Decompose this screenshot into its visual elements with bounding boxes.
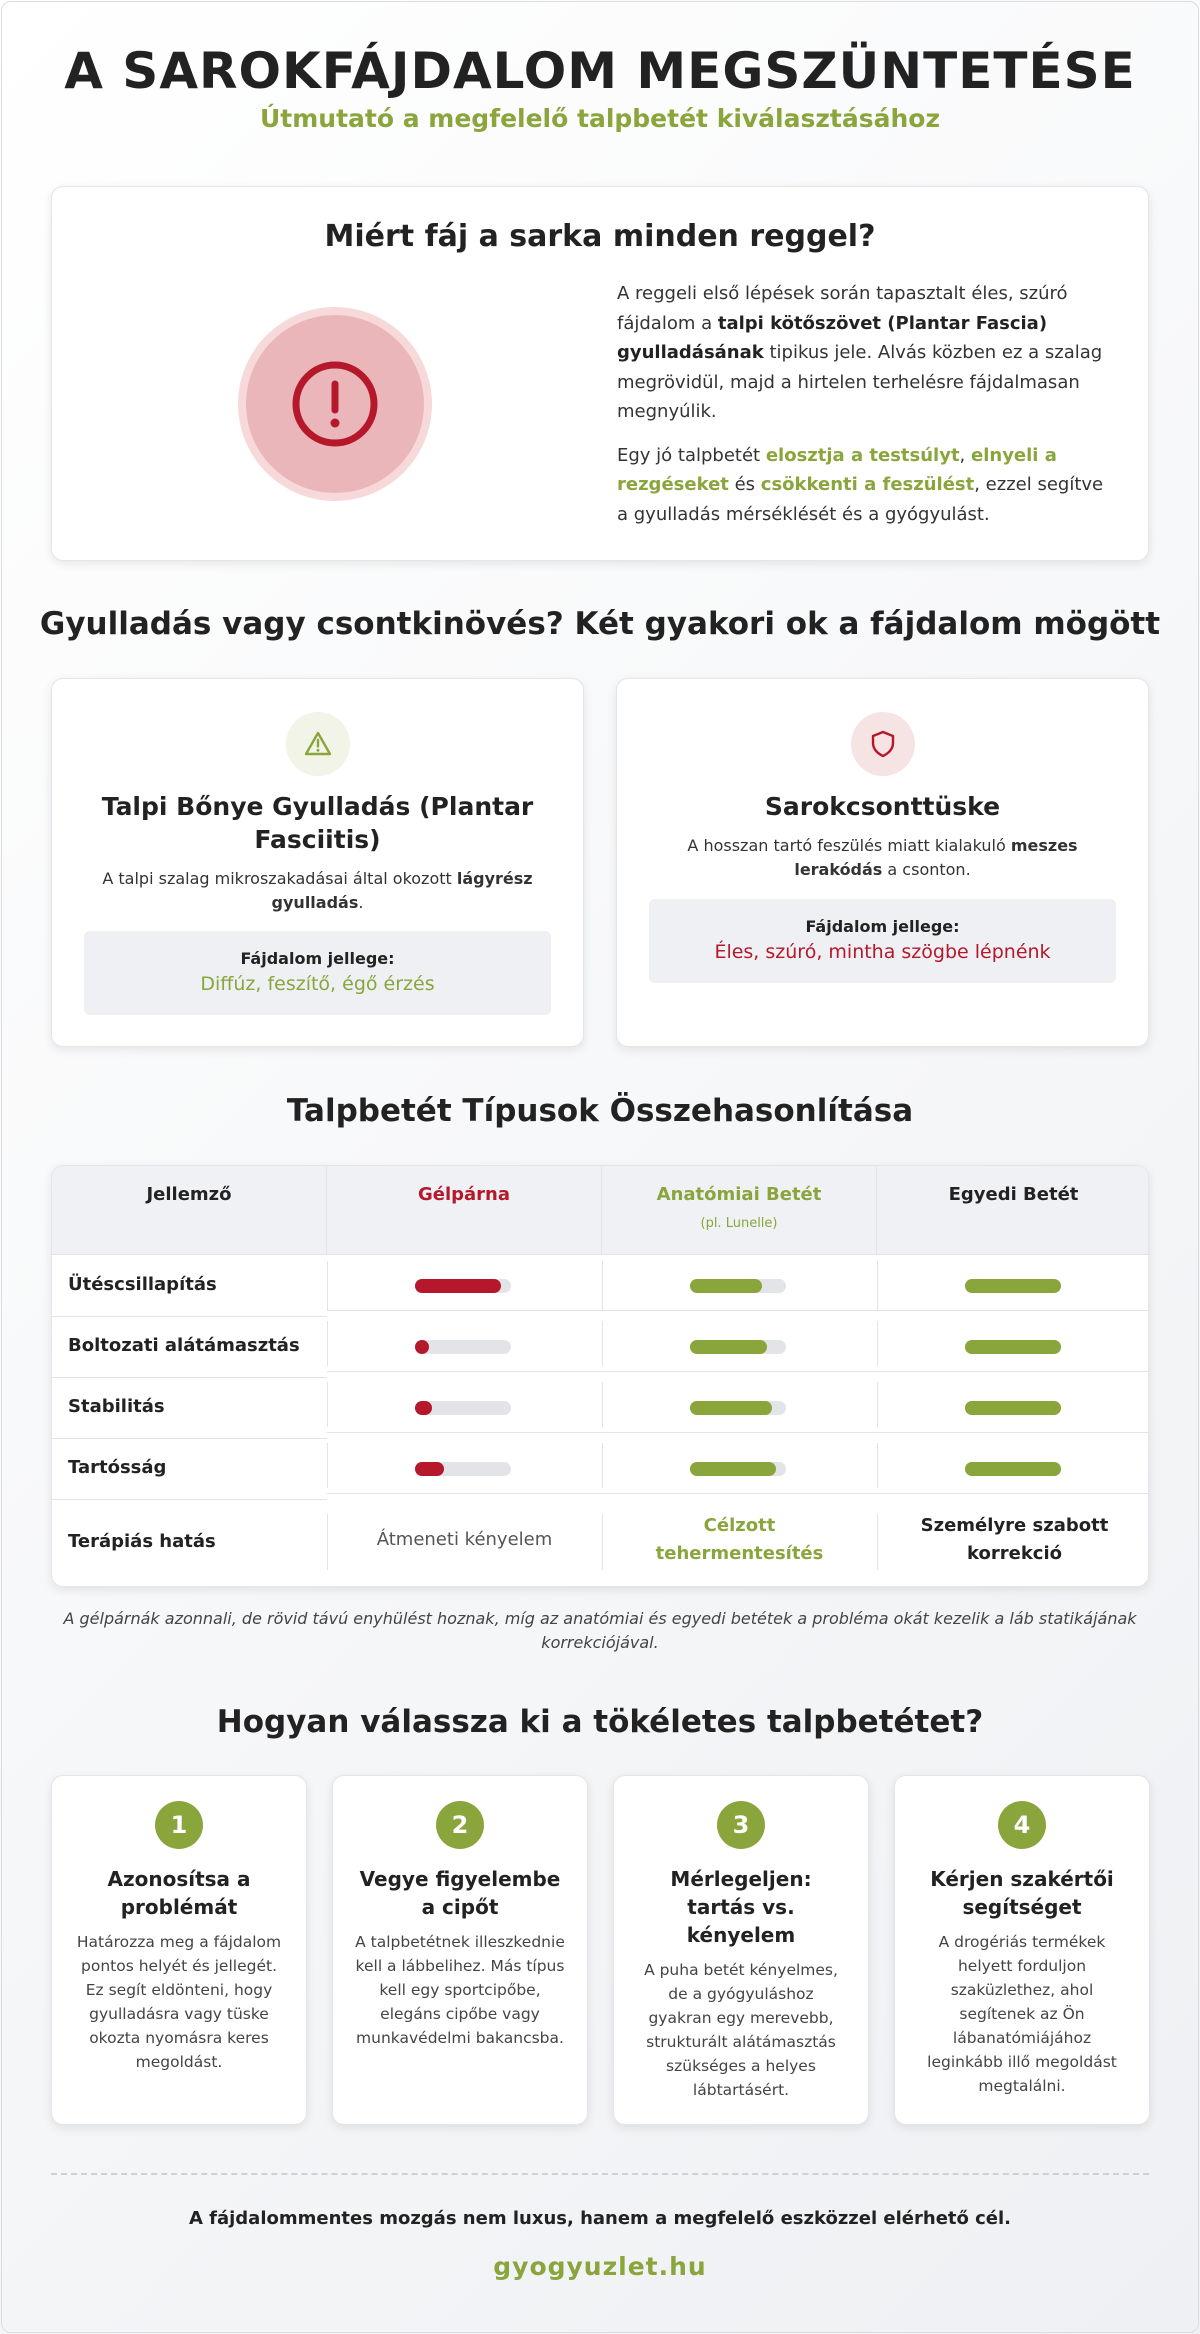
rating-bar-custom-row-1 xyxy=(965,1279,1061,1293)
step-desc: A drogériás termékek helyett forduljon szaküzlethez, ahol segítenek az Ön lábanatómiájához leginkább illő megoldást megtalálni. xyxy=(927,1933,1117,2095)
pain-type-box xyxy=(649,899,1116,983)
comparison-title: Talpbetét Típusok Összehasonlítása xyxy=(286,1093,914,1129)
pain-type-value: Diffúz, feszítő, égő érzés xyxy=(200,973,435,995)
cause-icon-badge xyxy=(851,712,915,776)
row-label-durability: Tartósság xyxy=(68,1457,167,1478)
row-label-effect: Terápiás hatás xyxy=(68,1531,216,1552)
rating-bar-gel-row-3 xyxy=(415,1401,511,1415)
table-header-anatomical: Anatómiai Betét (pl. Lunelle) xyxy=(602,1166,877,1255)
cause-icon-badge xyxy=(286,712,350,776)
rating-bar-fill xyxy=(965,1340,1061,1354)
cause-name: Sarokcsonttüske xyxy=(764,792,1001,821)
step-number: 2 xyxy=(436,1801,484,1849)
effect-custom: Személyre szabott korrekció xyxy=(920,1515,1109,1564)
alert-badge xyxy=(238,307,432,501)
pain-type-label: Fájdalom jellege: xyxy=(805,917,960,936)
rating-bar-fill xyxy=(965,1279,1061,1293)
page-subtitle: Útmutató a megfelelő talpbetét kiválasztásához xyxy=(259,104,941,133)
rating-bar-anatomical-row-2 xyxy=(690,1340,786,1354)
step-title: Vegye figyelembe a cipőt xyxy=(359,1867,561,1919)
rating-bar-fill xyxy=(415,1401,432,1415)
table-header-gel: Gélpárna xyxy=(327,1166,602,1255)
effect-gel: Átmeneti kényelem xyxy=(376,1529,553,1550)
step-number: 1 xyxy=(155,1801,203,1849)
rating-bar-fill xyxy=(415,1462,444,1476)
table-header-feature: Jellemző xyxy=(52,1166,327,1255)
cause-card-fasciitis xyxy=(51,678,584,1047)
rating-bar-gel-row-4 xyxy=(415,1462,511,1476)
shield-icon xyxy=(868,729,898,759)
comparison-footnote: A gélpárnák azonnali, de rövid távú enyhülést hoznak, míg az anatómiai és egyedi betétek a probléma okát kezelik a láb statikájának korrekciójával. xyxy=(63,1609,1137,1652)
rating-bar-custom-row-2 xyxy=(965,1340,1061,1354)
rating-bar-fill xyxy=(690,1401,772,1415)
step-number: 4 xyxy=(998,1801,1046,1849)
closing-statement: A fájdalommentes mozgás nem luxus, hanem a megfelelő eszközzel elérhető cél. xyxy=(188,2208,1012,2229)
step-card-2 xyxy=(332,1775,588,2125)
step-card-4 xyxy=(894,1775,1150,2125)
rating-bar-anatomical-row-3 xyxy=(690,1401,786,1415)
rating-bar-fill xyxy=(965,1401,1061,1415)
step-card-1 xyxy=(51,1775,307,2125)
step-number: 3 xyxy=(717,1801,765,1849)
why-paragraph-2: Egy jó talpbetét elosztja a testsúlyt, elnyeli a rezgéseket és csökkenti a feszülést, ezzel segítve a gyulladás mérséklését és a gyógyulást. xyxy=(617,444,1104,525)
pain-type-value: Éles, szúró, mintha szögbe lépnénk xyxy=(714,941,1051,963)
cause-desc: A talpi szalag mikroszakadásai által okozott lágyrész gyulladás. xyxy=(102,869,533,912)
page-title: A SAROKFÁJDALOM MEGSZÜNTETÉSE xyxy=(64,42,1136,100)
row-label-arch: Boltozati alátámasztás xyxy=(68,1335,300,1356)
step-desc: Határozza meg a fájdalom pontos helyét és jellegét. Ez segít eldönteni, hogy gyulladásra vagy tüske okozta nyomásra keres megoldást. xyxy=(76,1933,282,2071)
why-paragraph-1: A reggeli első lépések során tapasztalt éles, szúró fájdalom a talpi kötőszövet (Plantar Fascia) gyulladásának tipikus jele. Alvás közben ez a szalag megrövidül, majd a hirtelen terhelésre fájdalmasan megnyúlik. xyxy=(617,283,1103,422)
rating-bar-fill xyxy=(415,1279,501,1293)
table-header-custom: Egyedi Betét xyxy=(877,1166,1149,1255)
rating-bar-fill xyxy=(690,1340,767,1354)
step-desc: A talpbetétnek illeszkednie kell a lábbelihez. Más típus kell egy sportcipőbe, elegáns cipőbe vagy munkavédelmi bakancsba. xyxy=(355,1933,565,2047)
why-text xyxy=(617,279,1117,543)
rating-bar-anatomical-row-4 xyxy=(690,1462,786,1476)
rating-bar-fill xyxy=(415,1340,429,1354)
pain-type-label: Fájdalom jellege: xyxy=(240,949,395,968)
footer-divider xyxy=(51,2173,1149,2175)
step-desc: A puha betét kényelmes, de a gyógyuláshoz gyakran egy merevebb, strukturált alátámasztás szükséges a helyes lábtartásért. xyxy=(644,1961,838,2099)
pain-type-box xyxy=(84,931,551,1015)
cause-desc: A hosszan tartó feszülés miatt kialakuló meszes lerakódás a csonton. xyxy=(687,836,1078,879)
rating-bar-fill xyxy=(965,1462,1061,1476)
cause-card-heel-spur xyxy=(616,678,1149,1047)
step-title: Mérlegeljen: tartás vs. kényelem xyxy=(670,1867,812,1947)
comparison-table xyxy=(51,1165,1149,1587)
rating-bar-fill xyxy=(690,1279,762,1293)
rating-bar-gel-row-1 xyxy=(415,1279,511,1293)
step-title: Kérjen szakértői segítséget xyxy=(930,1867,1114,1919)
rating-bar-custom-row-4 xyxy=(965,1462,1061,1476)
steps-title: Hogyan válassza ki a tökéletes talpbetétet? xyxy=(216,1704,984,1740)
brand-link[interactable]: gyogyuzlet.hu xyxy=(493,2252,707,2281)
why-card xyxy=(51,186,1149,561)
rating-bar-gel-row-2 xyxy=(415,1340,511,1354)
causes-title: Gyulladás vagy csontkinövés? Két gyakori ok a fájdalom mögött xyxy=(39,606,1161,642)
step-title: Azonosítsa a problémát xyxy=(107,1867,251,1919)
row-label-stability: Stabilitás xyxy=(68,1396,165,1417)
row-label-shock: Ütéscsillapítás xyxy=(68,1274,217,1295)
warning-triangle-icon xyxy=(303,729,333,759)
effect-anatomical: Célzott tehermentesítés xyxy=(655,1515,824,1564)
cause-name: Talpi Bőnye Gyulladás (Plantar Fasciitis) xyxy=(101,792,534,854)
rating-bar-custom-row-3 xyxy=(965,1401,1061,1415)
why-title: Miért fáj a sarka minden reggel? xyxy=(324,219,876,254)
rating-bar-anatomical-row-1 xyxy=(690,1279,786,1293)
rating-bar-fill xyxy=(690,1462,776,1476)
exclamation-circle-icon xyxy=(291,360,379,448)
step-card-3 xyxy=(613,1775,869,2125)
